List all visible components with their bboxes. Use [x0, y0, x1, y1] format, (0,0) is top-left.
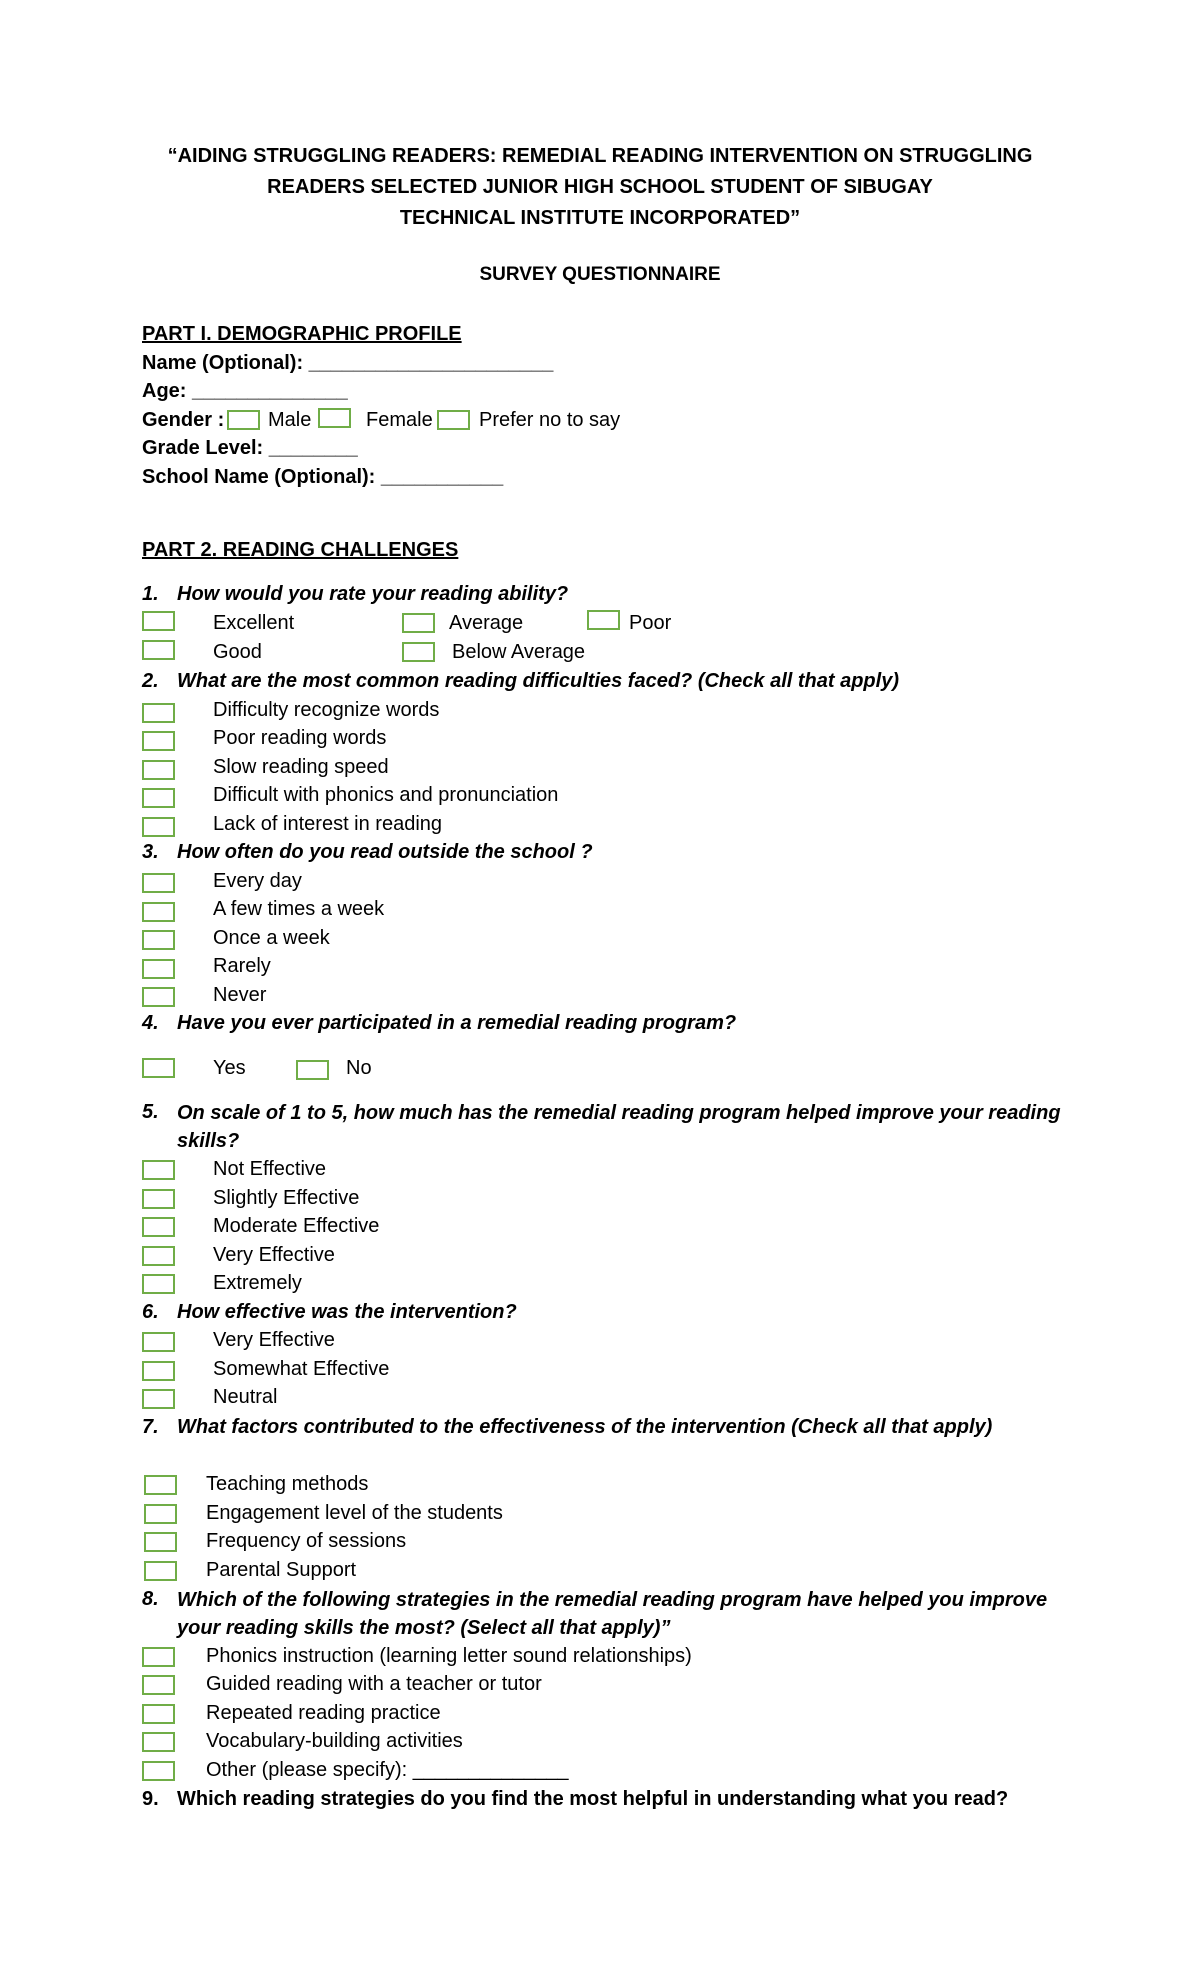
q7-option-4-checkbox[interactable]: [144, 1561, 177, 1581]
q3-number: 3.: [142, 841, 159, 863]
name-field[interactable]: Name (Optional): ______________________: [142, 352, 554, 374]
gender-male-label: Male: [268, 409, 312, 431]
q3-option-3-label: Once a week: [213, 927, 330, 949]
q8-option-5-label: Other (please specify): ______________: [206, 1759, 569, 1781]
q9-number: 9.: [142, 1788, 159, 1810]
q1-below-average-checkbox[interactable]: [402, 642, 435, 662]
q7-option-1-checkbox[interactable]: [144, 1475, 177, 1495]
q1-poor-checkbox[interactable]: [587, 610, 620, 630]
q1-poor-label: Poor: [629, 612, 672, 634]
q6-option-2-label: Somewhat Effective: [213, 1358, 390, 1380]
gender-female-checkbox[interactable]: [318, 408, 351, 428]
q4-yes-checkbox[interactable]: [142, 1058, 175, 1078]
q2-option-1-checkbox[interactable]: [142, 703, 175, 723]
q7-option-2-checkbox[interactable]: [144, 1504, 177, 1524]
q8-option-1-label: Phonics instruction (learning letter sound relationships): [206, 1645, 692, 1667]
grade-level-field[interactable]: Grade Level: ________: [142, 437, 358, 459]
title-line-2: READERS SELECTED JUNIOR HIGH SCHOOL STUDENT OF SIBUGAY: [267, 176, 933, 198]
q4-no-checkbox[interactable]: [296, 1060, 329, 1080]
q5-option-5-checkbox[interactable]: [142, 1274, 175, 1294]
part2-heading: PART 2. READING CHALLENGES: [142, 539, 459, 561]
q5-text: On scale of 1 to 5, how much has the remedial reading program helped improve your reading skills?: [177, 1102, 1061, 1152]
q5-option-1-checkbox[interactable]: [142, 1160, 175, 1180]
q8-option-4-checkbox[interactable]: [142, 1732, 175, 1752]
q8-option-4-label: Vocabulary-building activities: [206, 1730, 463, 1752]
q2-number: 2.: [142, 670, 159, 692]
q7-number: 7.: [142, 1416, 159, 1438]
q2-option-5-checkbox[interactable]: [142, 817, 175, 837]
age-field[interactable]: Age: ______________: [142, 380, 348, 402]
q6-option-2-checkbox[interactable]: [142, 1361, 175, 1381]
q1-excellent-checkbox[interactable]: [142, 611, 175, 631]
q4-text: Have you ever participated in a remedial reading program?: [177, 1012, 737, 1034]
q3-option-1-checkbox[interactable]: [142, 873, 175, 893]
q6-option-1-label: Very Effective: [213, 1329, 335, 1351]
q5-option-1-label: Not Effective: [213, 1158, 327, 1180]
q3-option-2-checkbox[interactable]: [142, 902, 175, 922]
q7-text: What factors contributed to the effectiveness of the intervention (Check all that apply): [177, 1416, 993, 1438]
q5-option-4-label: Very Effective: [213, 1244, 335, 1266]
q1-number: 1.: [142, 583, 159, 605]
q8-option-1-checkbox[interactable]: [142, 1647, 175, 1667]
q7-option-2-label: Engagement level of the students: [206, 1502, 503, 1524]
q7-option-4-label: Parental Support: [206, 1559, 357, 1581]
q2-text: What are the most common reading difficulties faced? (Check all that apply): [177, 670, 899, 692]
q3-option-5-checkbox[interactable]: [142, 987, 175, 1007]
q2-option-2-label: Poor reading words: [213, 727, 387, 749]
gender-prefer-not-label: Prefer no to say: [479, 409, 621, 431]
q6-option-1-checkbox[interactable]: [142, 1332, 175, 1352]
q1-excellent-label: Excellent: [213, 612, 295, 634]
q6-number: 6.: [142, 1301, 159, 1323]
q5-option-5-label: Extremely: [213, 1272, 302, 1294]
q1-good-label: Good: [213, 641, 262, 663]
q6-option-3-label: Neutral: [213, 1386, 278, 1408]
q2-option-3-label: Slow reading speed: [213, 756, 389, 778]
q2-option-5-label: Lack of interest in reading: [213, 813, 443, 835]
q2-option-2-checkbox[interactable]: [142, 731, 175, 751]
q3-option-3-checkbox[interactable]: [142, 930, 175, 950]
q7-option-3-label: Frequency of sessions: [206, 1530, 407, 1552]
document-title: [140, 141, 1060, 234]
q4-number: 4.: [142, 1012, 159, 1034]
q3-option-1-label: Every day: [213, 870, 302, 892]
gender-female-label: Female: [366, 409, 433, 431]
q1-average-checkbox[interactable]: [402, 613, 435, 633]
q6-option-3-checkbox[interactable]: [142, 1389, 175, 1409]
q8-text: Which of the following strategies in the remedial reading program have helped you improve your reading skills the most? (Select all that apply)”: [177, 1589, 1048, 1639]
q5-option-2-label: Slightly Effective: [213, 1187, 360, 1209]
q3-option-5-label: Never: [213, 984, 267, 1006]
title-line-1: “AIDING STRUGGLING READERS: REMEDIAL READING INTERVENTION ON STRUGGLING: [167, 145, 1033, 167]
q1-below-average-label: Below Average: [452, 641, 586, 663]
q8-option-2-label: Guided reading with a teacher or tutor: [206, 1673, 542, 1695]
q8-number: 8.: [142, 1588, 159, 1610]
q3-option-4-checkbox[interactable]: [142, 959, 175, 979]
q3-option-4-label: Rarely: [213, 955, 271, 977]
survey-subtitle: SURVEY QUESTIONNAIRE: [479, 264, 721, 285]
gender-label: Gender :: [142, 409, 225, 431]
q7-option-1-label: Teaching methods: [206, 1473, 369, 1495]
q7-option-3-checkbox[interactable]: [144, 1532, 177, 1552]
q8-option-5-checkbox[interactable]: [142, 1761, 175, 1781]
q2-option-1-label: Difficulty recognize words: [213, 699, 440, 721]
q2-option-4-label: Difficult with phonics and pronunciation: [213, 784, 559, 806]
q6-text: How effective was the intervention?: [177, 1301, 517, 1323]
q2-option-3-checkbox[interactable]: [142, 760, 175, 780]
q9-text: Which reading strategies do you find the most helpful in understanding what you read?: [177, 1788, 1009, 1810]
gender-male-checkbox[interactable]: [227, 410, 260, 430]
gender-prefer-not-checkbox[interactable]: [437, 410, 470, 430]
q1-good-checkbox[interactable]: [142, 640, 175, 660]
q1-text: How would you rate your reading ability?: [177, 583, 569, 605]
q2-option-4-checkbox[interactable]: [142, 788, 175, 808]
q5-option-3-checkbox[interactable]: [142, 1217, 175, 1237]
q5-number: 5.: [142, 1101, 159, 1123]
q1-average-label: Average: [449, 612, 524, 634]
q3-text: How often do you read outside the school ?: [177, 841, 593, 863]
q4-yes-label: Yes: [213, 1057, 246, 1079]
q5-option-4-checkbox[interactable]: [142, 1246, 175, 1266]
q3-option-2-label: A few times a week: [213, 898, 385, 920]
part1-heading: PART I. DEMOGRAPHIC PROFILE: [142, 323, 462, 345]
q5-option-3-label: Moderate Effective: [213, 1215, 380, 1237]
q8-option-3-checkbox[interactable]: [142, 1704, 175, 1724]
q8-option-2-checkbox[interactable]: [142, 1675, 175, 1695]
q8-option-3-label: Repeated reading practice: [206, 1702, 441, 1724]
q4-no-label: No: [346, 1057, 372, 1079]
school-name-field[interactable]: School Name (Optional): ___________: [142, 466, 504, 488]
q5-option-2-checkbox[interactable]: [142, 1189, 175, 1209]
title-line-3: TECHNICAL INSTITUTE INCORPORATED”: [399, 207, 801, 229]
